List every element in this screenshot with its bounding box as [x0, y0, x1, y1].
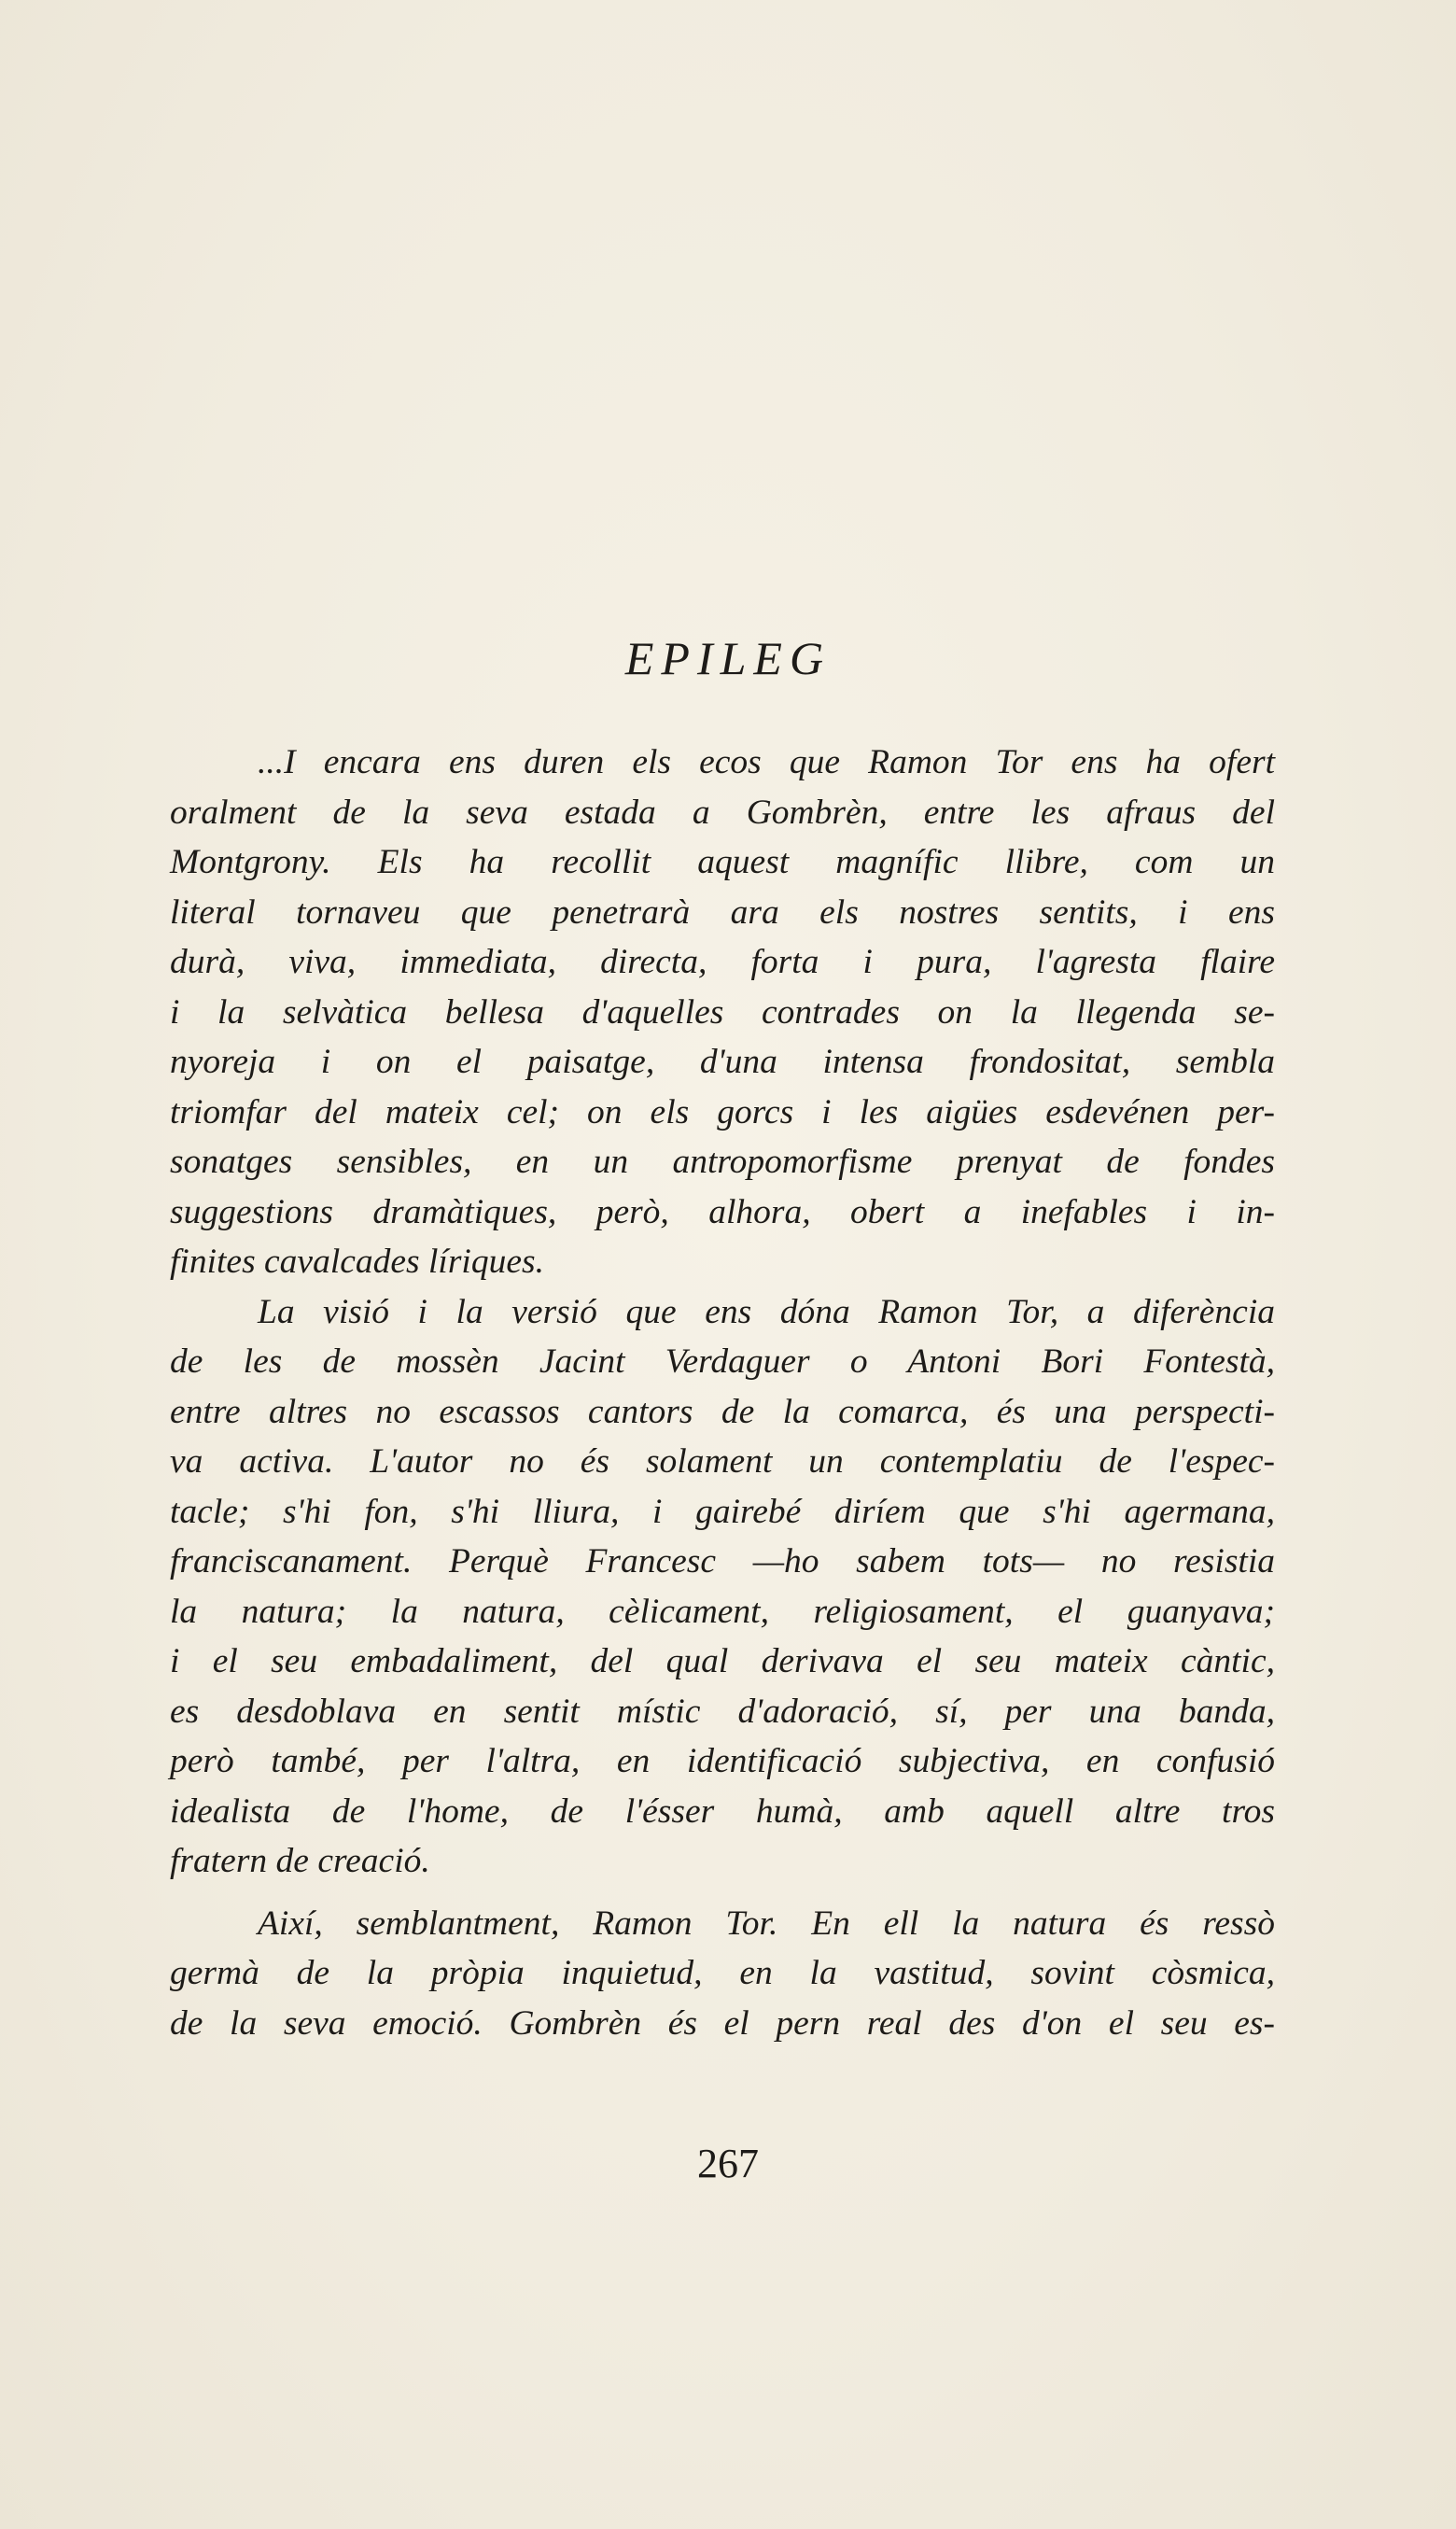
text-line: oralment de la seva estada a Gombrèn, entre les afraus del — [170, 793, 1275, 832]
text-line: ...I encara ens duren els ecos que Ramon Tor ens ha ofert — [258, 743, 1275, 781]
text-line: franciscanament. Perquè Francesc —ho sabem tots— no resistia — [170, 1542, 1275, 1581]
text-line: literal tornaveu que penetrarà ara els nostres sentits, i ens — [170, 892, 1275, 932]
text-line: La visió i la versió que ens dóna Ramon Tor, a diferència — [258, 1292, 1275, 1331]
text-line: nyoreja i on el paisatge, d'una intensa frondositat, sembla — [170, 1043, 1275, 1081]
text-line: es desdoblava en sentit místic d'adoració, sí, per una banda, — [170, 1692, 1275, 1731]
text-line: de la seva emoció. Gombrèn és el pern real des d'on el seu es- — [170, 2003, 1275, 2043]
body-text — [170, 738, 1275, 2048]
text-line: i la selvàtica bellesa d'aquelles contrades on la llegenda se- — [170, 992, 1275, 1032]
text-line: suggestions dramàtiques, però, alhora, obert a inefables i in- — [170, 1192, 1275, 1231]
text-line: la natura; la natura, cèlicament, religiosament, el guanyava; — [170, 1592, 1275, 1631]
text-line: idealista de l'home, de l'ésser humà, amb aquell altre tros — [170, 1791, 1275, 1831]
text-line: tacle; s'hi fon, s'hi lliura, i gairebé diríem que s'hi agermana, — [170, 1492, 1275, 1531]
text-line: va activa. L'autor no és solament un contemplatiu de l'espec- — [170, 1442, 1275, 1481]
paragraph — [170, 1287, 1275, 1887]
text-line: entre altres no escassos cantors de la comarca, és una perspecti- — [170, 1392, 1275, 1431]
text-line: sonatges sensibles, en un antropomorfisme prenyat de fondes — [170, 1143, 1275, 1181]
paragraph — [170, 738, 1275, 1287]
text-line: germà de la pròpia inquietud, en la vastitud, sovint còsmica, — [170, 1954, 1275, 1992]
text-line: de les de mossèn Jacint Verdaguer o Antoni Bori Fontestà, — [170, 1342, 1275, 1381]
text-line: fratern de creació. — [170, 1842, 430, 1880]
text-line: Montgrony. Els ha recollit aquest magnífic llibre, com un — [170, 843, 1275, 881]
text-line: durà, viva, immediata, directa, forta i pura, l'agresta flaire — [170, 943, 1275, 981]
text-line: triomfar del mateix cel; on els gorcs i les aigües esdevénen per- — [170, 1092, 1275, 1131]
text-line: però també, per l'altra, en identificació subjectiva, en confusió — [170, 1742, 1275, 1780]
paragraph — [170, 1899, 1275, 2049]
page-number: 267 — [697, 2141, 759, 2186]
chapter-heading: EPILEG — [624, 632, 832, 684]
text-line: finites cavalcades líriques. — [170, 1243, 544, 1281]
text-line: i el seu embadaliment, del qual derivava el seu mateix càntic, — [170, 1642, 1275, 1680]
text-line: Així, semblantment, Ramon Tor. En ell la natura és ressò — [258, 1904, 1275, 1943]
